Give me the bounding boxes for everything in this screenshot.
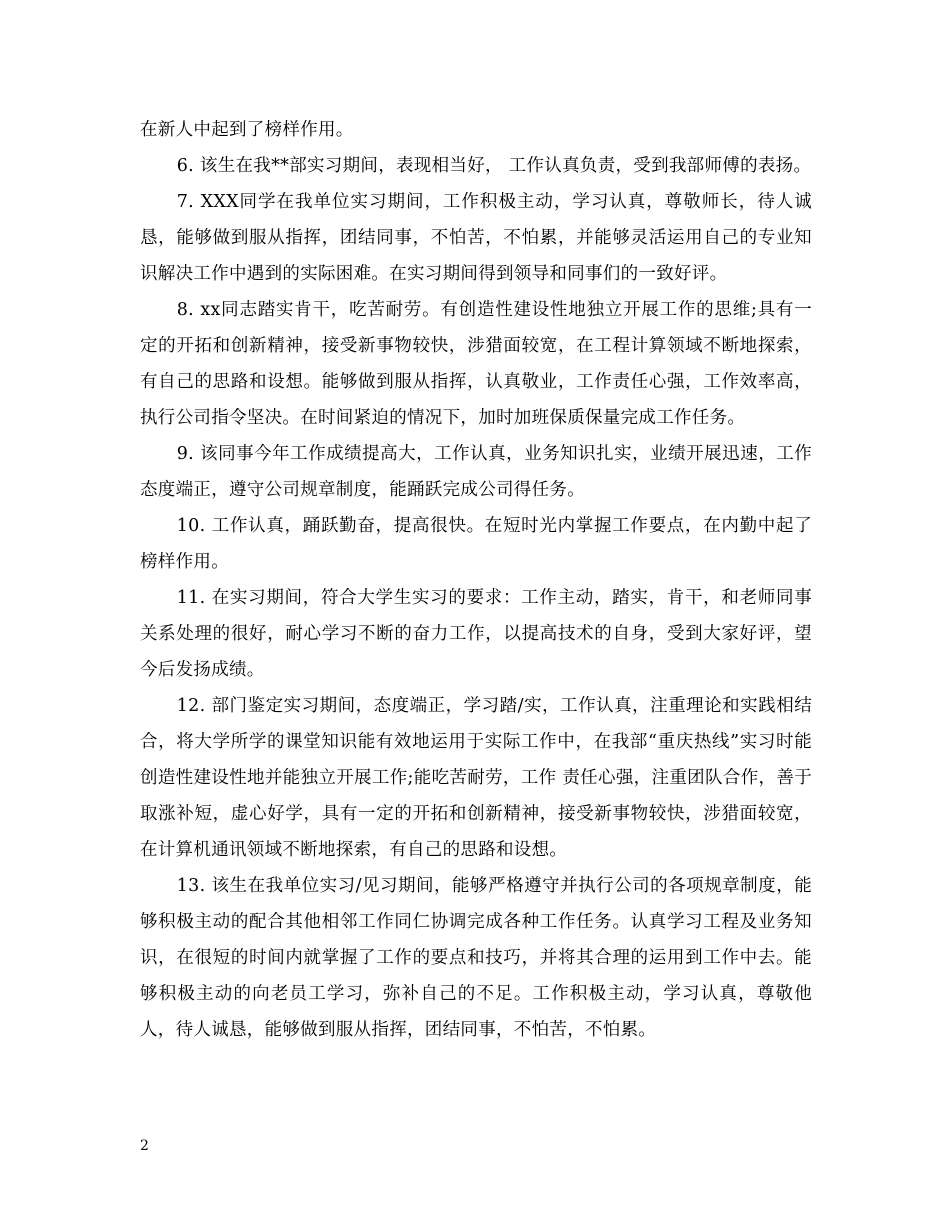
paragraph-item-11: 11. 在实习期间，符合大学生实习的要求：工作主动，踏实，肯干，和老师同事关系处理的很好，耐心学习不断的奋力工作，以提高技术的自身，受到大家好评，望今后发扬成绩。 xyxy=(140,588,812,680)
paragraph-item-6: 6. 该生在我**部实习期间，表现相当好， 工作认真负责，受到我部师傅的表扬。 xyxy=(176,156,812,176)
paragraph-item-8: 8. xx同志踏实肯干，吃苦耐劳。有创造性建设性地独立开展工作的思维;具有一定的开拓和创新精神，接受新事物较快，涉猎面较宽，在工程计算领域不断地探索，有自己的思路和设想。能够做到服从指挥，认真敬业，工作责任心强，工作效率高，执行公司指令坚决。在时间紧迫的情况下，加时加班保质保量完成工作任务。 xyxy=(140,300,812,428)
paragraph-item-12: 12. 部门鉴定实习期间，态度端正，学习踏/实，工作认真，注重理论和实践相结合，将大学所学的课堂知识能有效地运用于实际工作中，在我部“重庆热线”实习时能创造性建设性地并能独立开展工作;能吃苦耐劳，工作 责任心强，注重团队合作，善于取涨补短，虚心好学，具有一定的开拓和创新精神，接受新事物较快，涉猎面较宽，在计算机通讯领域不断地探索，有自己的思路和设想。 xyxy=(140,696,812,860)
paragraph-item-7: 7. XXX同学在我单位实习期间，工作积极主动，学习认真，尊敬师长，待人诚恳，能够做到服从指挥，团结同事，不怕苦，不怕累，并能够灵活运用自己的专业知识解决工作中遇到的实际困难。在实习期间得到领导和同事们的一致好评。 xyxy=(140,192,812,284)
body-text xyxy=(140,112,812,1048)
paragraph-continuation: 在新人中起到了榜样作用。 xyxy=(140,120,354,140)
paragraph-item-9: 9. 该同事今年工作成绩提高大，工作认真，业务知识扎实，业绩开展迅速，工作态度端正，遵守公司规章制度，能踊跃完成公司得任务。 xyxy=(140,444,812,500)
paragraph-item-10: 10. 工作认真，踊跃勤奋，提高很快。在短时光内掌握工作要点，在内勤中起了榜样作用。 xyxy=(140,516,812,572)
page-number: 2 xyxy=(140,1138,149,1154)
paragraph-item-13: 13. 该生在我单位实习/见习期间，能够严格遵守并执行公司的各项规章制度，能够积极主动的配合其他相邻工作同仁协调完成各种工作任务。认真学习工程及业务知识，在很短的时间内就掌握了工作的要点和技巧，并将其合理的运用到工作中去。能够积极主动的向老员工学习，弥补自己的不足。工作积极主动，学习认真，尊敬他人，待人诚恳，能够做到服从指挥，团结同事，不怕苦，不怕累。 xyxy=(140,876,812,1040)
